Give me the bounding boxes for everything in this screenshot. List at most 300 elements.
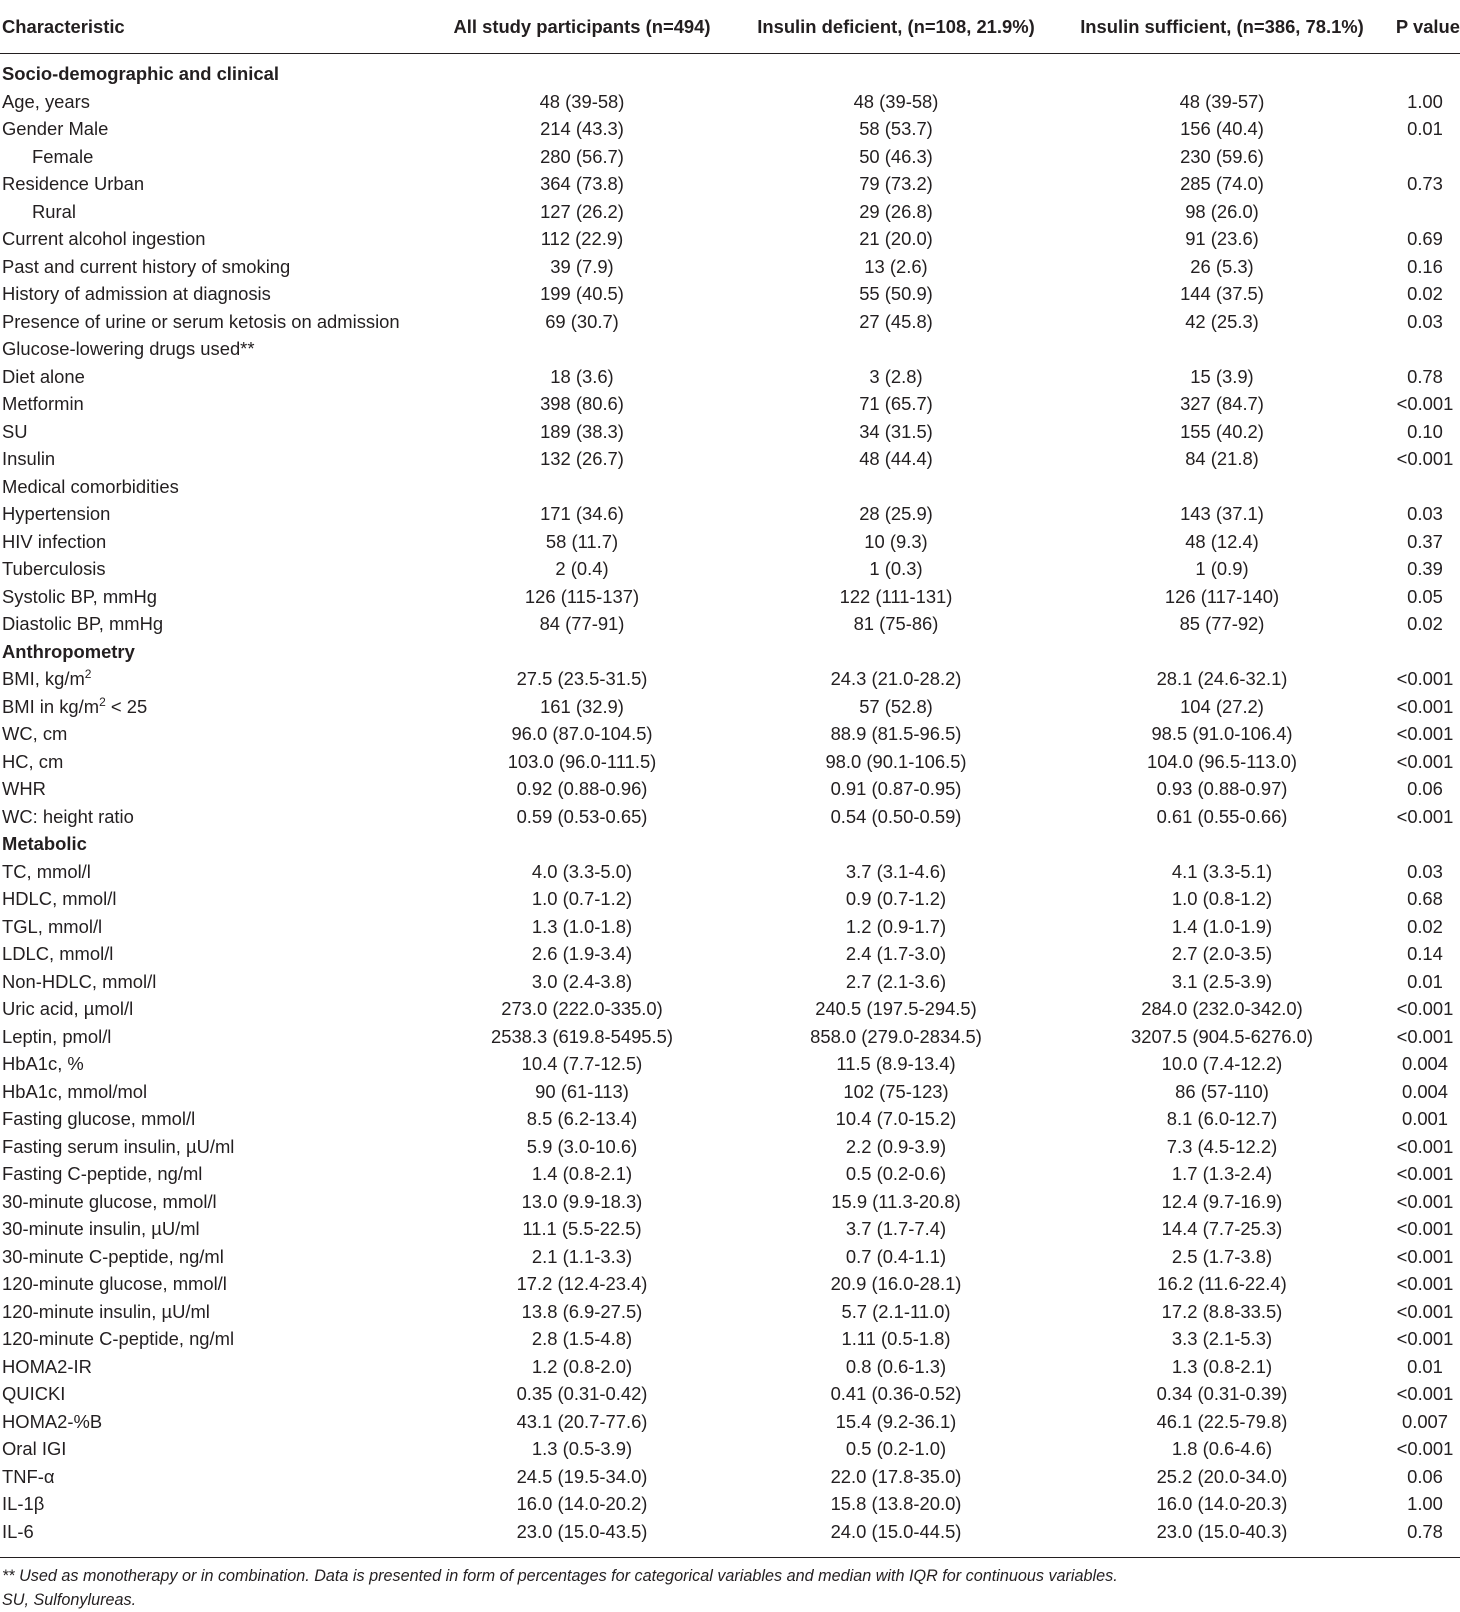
cell-p-value: 0.01 [1407,970,1443,992]
cell-insulin-deficient: 0.9 (0.7-1.2) [845,888,947,909]
table-row [0,1463,1460,1491]
cell-p-value: 0.06 [1407,778,1443,799]
table-row [0,748,1460,776]
cell-p-value: 0.78 [1390,1518,1460,1558]
cell-insulin-sufficient: 0.34 (0.31-0.39) [1156,1383,1288,1404]
table-row [0,418,1460,446]
row-label: History of admission at diagnosis [2,283,271,304]
table-row [0,1023,1460,1051]
row-label: Non-HDLC, mmol/l [2,970,157,992]
cell-p-value: 0.03 [1407,860,1443,882]
table-row [0,1215,1460,1243]
cell-insulin-deficient: 13 (2.6) [864,255,928,277]
cell-p-value: <0.001 [1396,1273,1454,1294]
cell-all-participants: 112 (22.9) [540,228,624,249]
cell-all-participants: 364 (73.8) [540,173,624,194]
cell-all-participants: 48 (39-58) [539,90,625,112]
row-label: Diet alone [2,365,85,387]
table-row [0,858,1460,886]
table-row [0,1160,1460,1188]
row-label: TC, mmol/l [2,860,91,882]
cell-insulin-deficient: 27 (45.8) [859,310,933,332]
cell-insulin-deficient: 0.54 (0.50-0.59) [830,805,962,827]
cell-p-value: 0.004 [1401,1053,1449,1074]
row-label: HC, cm [2,750,64,772]
table-row [0,1408,1460,1436]
cell-all-participants: 0.59 (0.53-0.65) [516,805,648,827]
cell-p-value: <0.001 [1396,668,1454,689]
cell-insulin-deficient: 79 (73.2) [859,173,933,194]
cell-p-value: 0.02 [1407,915,1443,937]
cell-p-value: <0.001 [1396,998,1454,1019]
cell-insulin-sufficient: 1.3 (0.8-2.1) [1171,1355,1273,1377]
header-all-participants: All study participants (n=494) [426,0,738,54]
cell-insulin-deficient: 0.91 (0.87-0.95) [830,778,962,799]
cell-all-participants: 13.8 (6.9-27.5) [521,1300,643,1322]
cell-insulin-sufficient: 4.1 (3.3-5.1) [1171,860,1273,882]
row-label: Current alcohol ingestion [2,228,206,249]
row-label: QUICKI [2,1383,66,1404]
cell-insulin-deficient: 88.9 (81.5-96.5) [830,723,962,744]
table-row [0,693,1460,721]
cell-insulin-sufficient: 12.4 (9.7-16.9) [1161,1190,1283,1212]
section-heading-row [0,638,1460,666]
cell-insulin-deficient: 48 (39-58) [853,90,939,112]
cell-insulin-deficient [738,473,1054,501]
table-row [0,583,1460,611]
cell-insulin-sufficient: 155 (40.2) [1180,420,1264,442]
cell-p-value [1390,143,1460,171]
cell-insulin-deficient: 98.0 (90.1-106.5) [825,750,967,772]
cell-all-participants: 23.0 (15.0-43.5) [426,1518,738,1558]
cell-all-participants: 5.9 (3.0-10.6) [526,1135,638,1157]
cell-insulin-sufficient: 10.0 (7.4-12.2) [1161,1053,1283,1074]
header-characteristic: Characteristic [0,0,426,54]
row-label: Hypertension [2,503,111,524]
cell-insulin-deficient: 24.0 (15.0-44.5) [738,1518,1054,1558]
cell-insulin-sufficient: 3.1 (2.5-3.9) [1171,970,1273,992]
cell-all-participants: 96.0 (87.0-104.5) [511,723,653,744]
cell-all-participants: 2.1 (1.1-3.3) [531,1245,633,1267]
cell-all-participants: 2.6 (1.9-3.4) [531,943,633,964]
row-label: Residence Urban [2,173,145,194]
cell-all-participants: 1.2 (0.8-2.0) [531,1355,633,1377]
cell-insulin-deficient: 240.5 (197.5-294.5) [815,998,977,1019]
row-label-text: BMI, kg/m [2,668,85,689]
cell-p-value: 0.02 [1407,283,1443,304]
cell-p-value: <0.001 [1396,393,1454,414]
table-row [0,1353,1460,1381]
cell-p-value: 0.01 [1407,1355,1443,1377]
table-row [0,500,1460,528]
cell-insulin-sufficient: 156 (40.4) [1180,118,1264,139]
row-label: WHR [2,778,46,799]
cell-all-participants: 16.0 (14.0-20.2) [516,1493,648,1514]
cell-all-participants: 103.0 (96.0-111.5) [507,750,657,772]
cell-insulin-sufficient: 25.2 (20.0-34.0) [1156,1465,1288,1487]
row-label: Glucose-lowering drugs used** [2,338,255,359]
row-label: Oral IGI [2,1438,67,1459]
table-row [0,1188,1460,1216]
cell-all-participants: 8.5 (6.2-13.4) [526,1108,638,1129]
cell-all-participants: 0.35 (0.31-0.42) [516,1383,648,1404]
cell-insulin-deficient: 22.0 (17.8-35.0) [830,1465,962,1487]
table-row [0,198,1460,226]
row-label: IL-1β [2,1493,45,1514]
cell-p-value: 0.02 [1407,613,1443,634]
row-label: Age, years [2,90,90,112]
cell-all-participants [426,473,738,501]
cell-p-value: 0.05 [1407,585,1443,607]
cell-all-participants: 10.4 (7.7-12.5) [521,1053,643,1074]
cell-all-participants: 39 (7.9) [550,255,614,277]
cell-all-participants: 2 (0.4) [555,558,609,579]
cell-insulin-deficient: 858.0 (279.0-2834.5) [810,1025,982,1047]
row-label: Systolic BP, mmHg [2,585,157,607]
cell-insulin-sufficient: 3.3 (2.1-5.3) [1171,1328,1273,1349]
cell-insulin-sufficient: 284.0 (232.0-342.0) [1141,998,1303,1019]
row-label: SU [2,420,28,442]
superscript: 2 [84,667,92,681]
table-row [0,940,1460,968]
cell-all-participants: 171 (34.6) [540,503,624,524]
row-label: 120-minute C-peptide, ng/ml [2,1328,235,1349]
cell-insulin-sufficient: 23.0 (15.0-40.3) [1054,1518,1390,1558]
cell-p-value: 0.10 [1407,420,1443,442]
cell-all-participants: 199 (40.5) [540,283,624,304]
row-label: 30-minute C-peptide, ng/ml [2,1245,224,1267]
cell-all-participants: 2.8 (1.5-4.8) [531,1328,633,1349]
cell-insulin-deficient: 15.8 (13.8-20.0) [830,1493,962,1514]
cell-p-value [1390,335,1460,363]
cell-insulin-sufficient: 7.3 (4.5-12.2) [1166,1135,1278,1157]
cell-insulin-sufficient [1054,335,1390,363]
cell-all-participants: 132 (26.7) [540,448,624,469]
cell-insulin-deficient: 3 (2.8) [869,365,923,387]
row-label: WC: height ratio [2,805,134,827]
cell-all-participants: 17.2 (12.4-23.4) [516,1273,648,1294]
cell-insulin-deficient: 0.8 (0.6-1.3) [845,1355,947,1377]
table-row [0,1325,1460,1353]
cell-all-participants: 127 (26.2) [540,200,624,222]
table-row [0,555,1460,583]
cell-p-value: <0.001 [1396,1163,1454,1184]
cell-all-participants: 280 (56.7) [540,145,624,167]
table-row [0,1270,1460,1298]
row-label-text: BMI in kg/m [2,695,100,717]
cell-p-value: <0.001 [1396,1383,1454,1404]
cell-insulin-sufficient: 48 (12.4) [1185,530,1259,552]
cell-all-participants: 18 (3.6) [550,365,614,387]
cell-all-participants: 43.1 (20.7-77.6) [516,1410,648,1432]
cell-insulin-sufficient [1054,473,1390,501]
row-label: Gender Male [2,118,109,139]
cell-all-participants: 161 (32.9) [540,695,624,717]
row-label: Rural [32,200,76,222]
table-row [0,363,1460,391]
table-row [0,88,1460,116]
cell-all-participants: 13.0 (9.9-18.3) [521,1190,643,1212]
cell-all-participants: 1.3 (1.0-1.8) [531,915,633,937]
cell-p-value: 1.00 [1407,90,1443,112]
table-row [0,1050,1460,1078]
cell-insulin-sufficient: 327 (84.7) [1180,393,1264,414]
cell-insulin-deficient: 0.7 (0.4-1.1) [845,1245,947,1267]
table-row [0,1518,1460,1558]
row-label: Past and current history of smoking [2,255,291,277]
cell-insulin-deficient: 50 (46.3) [859,145,933,167]
cell-insulin-sufficient: 98.5 (91.0-106.4) [1151,723,1293,744]
table-header-row [0,0,1460,54]
row-label: TNF-α [2,1465,55,1487]
cell-p-value: <0.001 [1396,750,1454,772]
cell-p-value: 0.14 [1407,943,1443,964]
table-row [0,253,1460,281]
cell-insulin-deficient: 21 (20.0) [859,228,933,249]
cell-insulin-sufficient: 98 (26.0) [1185,200,1259,222]
cell-p-value: <0.001 [1396,1300,1454,1322]
cell-insulin-sufficient: 1.0 (0.8-1.2) [1171,888,1273,909]
cell-insulin-deficient: 1.2 (0.9-1.7) [845,915,947,937]
cell-p-value: 0.78 [1407,365,1443,387]
section-heading-row [0,830,1460,858]
cell-insulin-sufficient: 28.1 (24.6-32.1) [1156,668,1288,689]
cell-insulin-sufficient: 0.93 (0.88-0.97) [1156,778,1288,799]
table-row [0,143,1460,171]
table-row [0,775,1460,803]
cell-insulin-deficient: 1.11 (0.5-1.8) [841,1328,951,1349]
row-label: HOMA2-%B [2,1410,103,1432]
table-row [0,1133,1460,1161]
cell-insulin-deficient: 24.3 (21.0-28.2) [830,668,962,689]
table-row [0,473,1460,501]
table-row [0,1243,1460,1271]
cell-insulin-deficient: 3.7 (3.1-4.6) [845,860,947,882]
cell-p-value: 0.39 [1407,558,1443,579]
cell-insulin-sufficient: 16.2 (11.6-22.4) [1157,1273,1287,1294]
cell-insulin-sufficient: 104.0 (96.5-113.0) [1147,750,1297,772]
cell-insulin-sufficient: 1.4 (1.0-1.9) [1171,915,1273,937]
cell-insulin-sufficient: 48 (39-57) [1179,90,1265,112]
table-row [0,280,1460,308]
cell-all-participants: 24.5 (19.5-34.0) [516,1465,648,1487]
cell-insulin-sufficient: 104 (27.2) [1180,695,1264,717]
cell-p-value: <0.001 [1396,1135,1454,1157]
cell-insulin-sufficient: 285 (74.0) [1180,173,1264,194]
cell-insulin-sufficient: 46.1 (22.5-79.8) [1156,1410,1288,1432]
row-label-suffix: < 25 [105,695,148,717]
cell-insulin-deficient: 2.7 (2.1-3.6) [845,970,947,992]
cell-p-value: <0.001 [1396,1218,1454,1239]
cell-insulin-sufficient: 26 (5.3) [1190,255,1254,277]
cell-all-participants: 3.0 (2.4-3.8) [531,970,633,992]
table-row [0,308,1460,336]
cell-insulin-sufficient: 0.61 (0.55-0.66) [1156,805,1288,827]
cell-insulin-deficient: 3.7 (1.7-7.4) [845,1218,947,1239]
cell-insulin-deficient: 0.5 (0.2-0.6) [845,1163,947,1184]
superscript: 2 [99,694,106,709]
footnote-abbreviations: ** Used as monotherapy or in combination. Data is presented in form of percentages for categorical variables and median with IQR for continuous variables. [2,1567,1118,1585]
cell-p-value: 0.68 [1407,888,1443,909]
cell-insulin-sufficient: 1.8 (0.6-4.6) [1171,1438,1273,1459]
row-label [0,693,426,721]
table-row [0,1380,1460,1408]
row-label: HIV infection [2,530,107,552]
cell-all-participants: 27.5 (23.5-31.5) [516,668,648,689]
footnote-su: SU, Sulfonylureas. [2,1591,137,1609]
table-body [0,54,1460,1558]
row-label: WC, cm [2,723,68,744]
cell-p-value: 0.01 [1407,118,1443,139]
cell-insulin-sufficient: 3207.5 (904.5-6276.0) [1130,1025,1313,1047]
table-row [0,968,1460,996]
cell-insulin-sufficient: 84 (21.8) [1185,448,1259,469]
table-row [0,913,1460,941]
row-label: Metformin [2,393,84,414]
section-heading-row [0,54,1460,88]
row-label: Tuberculosis [2,558,106,579]
cell-insulin-sufficient: 230 (59.6) [1180,145,1264,167]
table-row [0,1105,1460,1133]
table-row [0,803,1460,831]
table-row [0,1298,1460,1326]
cell-insulin-sufficient: 143 (37.1) [1180,503,1264,524]
cell-insulin-sufficient: 126 (117-140) [1164,585,1280,607]
cell-insulin-sufficient: 86 (57-110) [1175,1080,1269,1102]
cell-insulin-deficient: 11.5 (8.9-13.4) [836,1053,956,1074]
row-label: Fasting serum insulin, µU/ml [2,1135,235,1157]
cell-insulin-sufficient: 14.4 (7.7-25.3) [1161,1218,1283,1239]
row-label: Fasting C-peptide, ng/ml [2,1163,203,1184]
row-label: LDLC, mmol/l [2,943,114,964]
cell-all-participants: 0.92 (0.88-0.96) [516,778,648,799]
cell-insulin-sufficient: 91 (23.6) [1185,228,1259,249]
cell-p-value: <0.001 [1396,1025,1454,1047]
cell-p-value: 0.06 [1407,1465,1443,1487]
cell-insulin-deficient: 48 (44.4) [859,448,933,469]
cell-insulin-deficient: 29 (26.8) [859,200,933,222]
header-p-value: P value [1390,0,1460,54]
cell-p-value: <0.001 [1396,1438,1454,1459]
cell-insulin-sufficient: 2.7 (2.0-3.5) [1171,943,1273,964]
cell-p-value: 0.69 [1407,228,1443,249]
cell-insulin-deficient: 1 (0.3) [869,558,923,579]
cell-insulin-deficient: 15.9 (11.3-20.8) [831,1190,961,1212]
cell-all-participants: 69 (30.7) [545,310,619,332]
cell-insulin-deficient: 10.4 (7.0-15.2) [835,1108,957,1129]
table-row [0,720,1460,748]
cell-insulin-deficient: 2.4 (1.7-3.0) [845,943,947,964]
cell-insulin-deficient: 15.4 (9.2-36.1) [835,1410,957,1432]
table-row [0,885,1460,913]
row-label: TGL, mmol/l [2,915,103,937]
cell-all-participants: 4.0 (3.3-5.0) [531,860,633,882]
cell-insulin-deficient: 2.2 (0.9-3.9) [845,1135,947,1157]
row-label: Leptin, pmol/l [2,1025,112,1047]
row-label: Female [32,145,94,167]
cell-p-value: 0.73 [1407,173,1443,194]
row-label: 120-minute glucose, mmol/l [2,1273,227,1294]
cell-insulin-deficient: 81 (75-86) [853,613,939,634]
table-row [0,390,1460,418]
table-row [0,528,1460,556]
row-label: IL-6 [0,1518,426,1558]
cell-p-value: <0.001 [1396,805,1454,827]
table-row [0,610,1460,638]
cell-p-value [1390,198,1460,226]
cell-insulin-sufficient: 42 (25.3) [1185,310,1259,332]
cell-p-value: <0.001 [1396,448,1454,469]
header-insulin-sufficient: Insulin sufficient, (n=386, 78.1%) [1054,0,1390,54]
row-label: Uric acid, µmol/l [2,998,134,1019]
cell-all-participants: 84 (77-91) [539,613,625,634]
cell-insulin-sufficient: 8.1 (6.0-12.7) [1166,1108,1278,1129]
cell-all-participants: 1.0 (0.7-1.2) [531,888,633,909]
section-heading: Socio-demographic and clinical [2,63,279,84]
cell-p-value: 0.37 [1407,530,1443,552]
cell-p-value: <0.001 [1396,695,1454,717]
table-row [0,1078,1460,1106]
cell-insulin-deficient [738,335,1054,363]
cell-all-participants: 126 (115-137) [524,585,640,607]
cell-all-participants: 1.4 (0.8-2.1) [531,1163,633,1184]
cell-insulin-deficient: 28 (25.9) [859,503,933,524]
cell-insulin-deficient: 20.9 (16.0-28.1) [830,1273,962,1294]
row-label: HOMA2-IR [2,1355,92,1377]
cell-p-value: <0.001 [1396,1328,1454,1349]
table-row [0,115,1460,143]
row-label: HbA1c, % [2,1053,84,1074]
cell-p-value: <0.001 [1396,1245,1454,1267]
cell-insulin-deficient: 0.5 (0.2-1.0) [845,1438,947,1459]
cell-all-participants: 189 (38.3) [540,420,624,442]
cell-insulin-sufficient: 15 (3.9) [1190,365,1254,387]
cell-insulin-deficient: 5.7 (2.1-11.0) [841,1300,951,1322]
row-label: Insulin [2,448,56,469]
cell-p-value: 0.03 [1407,503,1443,524]
table-row [0,1435,1460,1463]
table-row [0,665,1460,693]
cell-insulin-sufficient: 2.5 (1.7-3.8) [1171,1245,1273,1267]
section-heading: Anthropometry [2,640,135,662]
cell-p-value [1390,473,1460,501]
row-label: HbA1c, mmol/mol [2,1080,148,1102]
row-label: Presence of urine or serum ketosis on admission [2,310,400,332]
table-row [0,445,1460,473]
cell-p-value: 0.004 [1401,1080,1449,1102]
cell-all-participants: 90 (61-113) [535,1080,629,1102]
cell-p-value: <0.001 [1396,723,1454,744]
row-label [0,665,426,693]
table-row [0,995,1460,1023]
row-label: Medical comorbidities [2,475,179,497]
cell-insulin-sufficient: 144 (37.5) [1180,283,1264,304]
cell-insulin-sufficient: 1 (0.9) [1195,558,1249,579]
table-row [0,1490,1460,1518]
row-label: 30-minute glucose, mmol/l [2,1190,217,1212]
table-row [0,225,1460,253]
cell-all-participants: 11.1 (5.5-22.5) [522,1218,642,1239]
cell-p-value: 1.00 [1407,1493,1443,1514]
cell-all-participants: 273.0 (222.0-335.0) [501,998,663,1019]
cell-all-participants: 2538.3 (619.8-5495.5) [490,1025,673,1047]
cell-p-value: 0.16 [1407,255,1443,277]
table-row [0,335,1460,363]
cell-insulin-sufficient: 1.7 (1.3-2.4) [1171,1163,1273,1184]
header-insulin-deficient: Insulin deficient, (n=108, 21.9%) [738,0,1054,54]
cell-insulin-deficient: 71 (65.7) [859,393,933,414]
row-label: 120-minute insulin, µU/ml [2,1300,210,1322]
